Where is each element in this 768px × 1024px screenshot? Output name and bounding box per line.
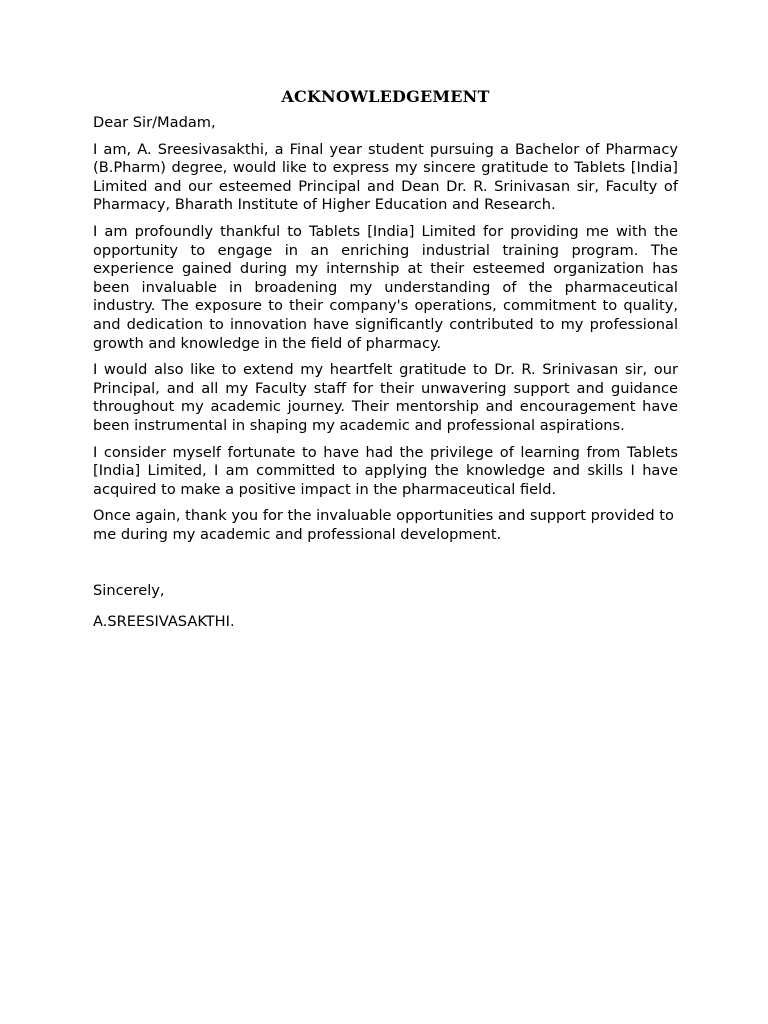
salutation: Dear Sir/Madam, — [93, 114, 216, 131]
page-title: ACKNOWLEDGEMENT — [281, 87, 490, 106]
spacer — [93, 552, 678, 582]
signature: A.SREESIVASAKTHI. — [93, 613, 235, 631]
letter-body — [93, 86, 678, 632]
paragraph-intro: I am, A. Sreesivasakthi, a Final year student pursuing a Bachelor of Pharmacy (B.Pharm) degree, would like to express my sincere gratitude to Tablets [India] Limited and our esteemed Principal and Dean Dr. R. Srinivasan sir, Faculty of Pharmacy, Bharath Institute of Higher Education and Research. — [93, 140, 678, 214]
paragraph-thanks: Once again, thank you for the invaluable opportunities and support provided to me during my academic and professional development. — [93, 507, 674, 543]
paragraph-training: I am profoundly thankful to Tablets [India] Limited for providing me with the opportunity to engage in an enriching industrial training program. The experience gained during my internship at their esteemed organization has been invaluable in broadening my understanding of the pharmaceutical industry. The exposure to their company's operations, commitment to quality, and dedication to innovation have significantly contributed to my professional growth and knowledge in the field of pharmacy. — [93, 222, 678, 352]
paragraph-faculty: I would also like to extend my heartfelt gratitude to Dr. R. Srinivasan sir, our Principal, and all my Faculty staff for their unwavering support and guidance throughout my academic journey. Their mentorship and encouragement have been instrumental in shaping my academic and professional aspirations. — [93, 361, 678, 434]
paragraph-commitment: I consider myself fortunate to have had the privilege of learning from Tablets [India] Limited, I am committed to applying the knowledge and skills I have acquired to make a positive impact in the pharmaceutical field. — [93, 443, 678, 498]
closing: Sincerely, — [93, 582, 165, 600]
